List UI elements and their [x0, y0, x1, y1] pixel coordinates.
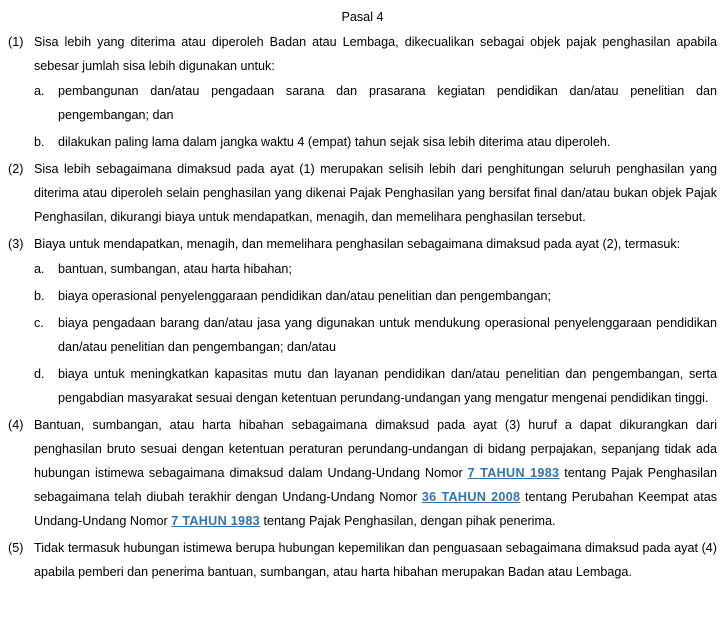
- paragraph-number: (5): [8, 541, 24, 555]
- paragraph-body: [34, 157, 717, 229]
- law-link-uu-7-1983[interactable]: 7 TAHUN 1983: [467, 466, 560, 480]
- law-link-uu-36-2008[interactable]: 36 TAHUN 2008: [421, 490, 521, 504]
- list-item: [34, 130, 717, 154]
- paragraph-body: [34, 536, 717, 584]
- paragraph-number: (4): [8, 418, 24, 432]
- item-letter: b.: [34, 135, 45, 149]
- paragraph-2: [8, 157, 717, 229]
- article-title: Pasal 4: [341, 10, 384, 24]
- paragraph-body: [34, 413, 717, 533]
- paragraph-text: Tidak termasuk hubungan istimewa berupa hubungan kepemilikan dan penguasaan sebagaimana dimaksud pada ayat (4) apabila pemberi dan penerima bantuan, sumbangan, atau harta hibahan merupakan Badan atau Lembaga.: [34, 541, 717, 579]
- item-letter: b.: [34, 289, 45, 303]
- paragraph-text: Sisa lebih sebagaimana dimaksud pada ayat (1) merupakan selisih lebih dari penghitungan seluruh penghasilan yang diterima atau diperoleh selain penghasilan yang dikenai Pajak Penghasilan yang bersifat final dan/atau bukan objek Pajak Penghasilan, dikurangi biaya untuk mendapatkan, menagih, dan memelihara penghasilan tersebut.: [34, 162, 717, 224]
- item-text: pembangunan dan/atau pengadaan sarana dan prasarana kegiatan pendidikan dan/atau penelitian dan pengembangan; dan: [58, 84, 717, 122]
- paragraph-text: Sisa lebih yang diterima atau diperoleh Badan atau Lembaga, dikecualikan sebagai objek pajak penghasilan apabila sebesar jumlah sisa lebih digunakan untuk:: [34, 35, 717, 73]
- list-item: [34, 284, 717, 308]
- item-text: bantuan, sumbangan, atau harta hibahan;: [58, 262, 292, 276]
- item-text: biaya untuk meningkatkan kapasitas mutu dan layanan pendidikan dan/atau penelitian dan pengembangan, serta pengabdian masyarakat sesuai dengan ketentuan perundang-undangan yang mengatur mengenai pendidikan tinggi.: [58, 367, 717, 405]
- paragraph-1: [8, 30, 717, 154]
- item-letter: a.: [34, 262, 45, 276]
- item-letter: c.: [34, 316, 44, 330]
- text-segment: tentang Pajak Penghasilan, dengan pihak penerima.: [259, 514, 556, 528]
- text-segment: tentang Perubahan Keempat atas Undang-Undang Nomor: [34, 490, 717, 528]
- paragraph-number: (3): [8, 237, 24, 251]
- list-item: [34, 257, 717, 281]
- law-link-uu-7-1983[interactable]: 7 TAHUN 1983: [171, 514, 260, 528]
- paragraph-4: [8, 413, 717, 533]
- paragraph-number: (1): [8, 35, 24, 49]
- item-text: biaya pengadaan barang dan/atau jasa yang digunakan untuk mendukung operasional penyelenggaraan pendidikan dan/atau penelitian dan pengembangan; dan/atau: [58, 316, 717, 354]
- list-item: [34, 311, 717, 359]
- item-text: biaya operasional penyelenggaraan pendidikan dan/atau penelitian dan pengembangan;: [58, 289, 551, 303]
- item-list: [34, 79, 717, 154]
- list-item: [34, 362, 717, 410]
- paragraph-number: (2): [8, 162, 24, 176]
- paragraph-body: [34, 232, 717, 410]
- item-list: [34, 257, 717, 410]
- paragraph-text: Biaya untuk mendapatkan, menagih, dan memelihara penghasilan sebagaimana dimaksud pada ayat (2), termasuk:: [34, 237, 681, 251]
- text-segment: Bantuan, sumbangan, atau harta hibahan sebagaimana dimaksud pada ayat (3) huruf a dapat dikurangkan dari penghasilan bruto sesuai dengan ketentuan peraturan perundang-undangan di bidang perpajakan, sepanjang tidak ada hubungan istimewa sebagaimana dimaksud dalam Undang-Undang Nomor: [34, 418, 717, 480]
- list-item: [34, 79, 717, 127]
- item-text: dilakukan paling lama dalam jangka waktu 4 (empat) tahun sejak sisa lebih diterima atau diperoleh.: [58, 135, 611, 149]
- text-segment: tentang Pajak Penghasilan sebagaimana telah diubah terakhir dengan Undang-Undang Nomor: [34, 466, 717, 504]
- paragraph-text: [34, 413, 717, 533]
- item-letter: a.: [34, 84, 45, 98]
- paragraph-body: [34, 30, 717, 154]
- paragraph-3: [8, 232, 717, 410]
- paragraph-5: [8, 536, 717, 584]
- item-letter: d.: [34, 367, 45, 381]
